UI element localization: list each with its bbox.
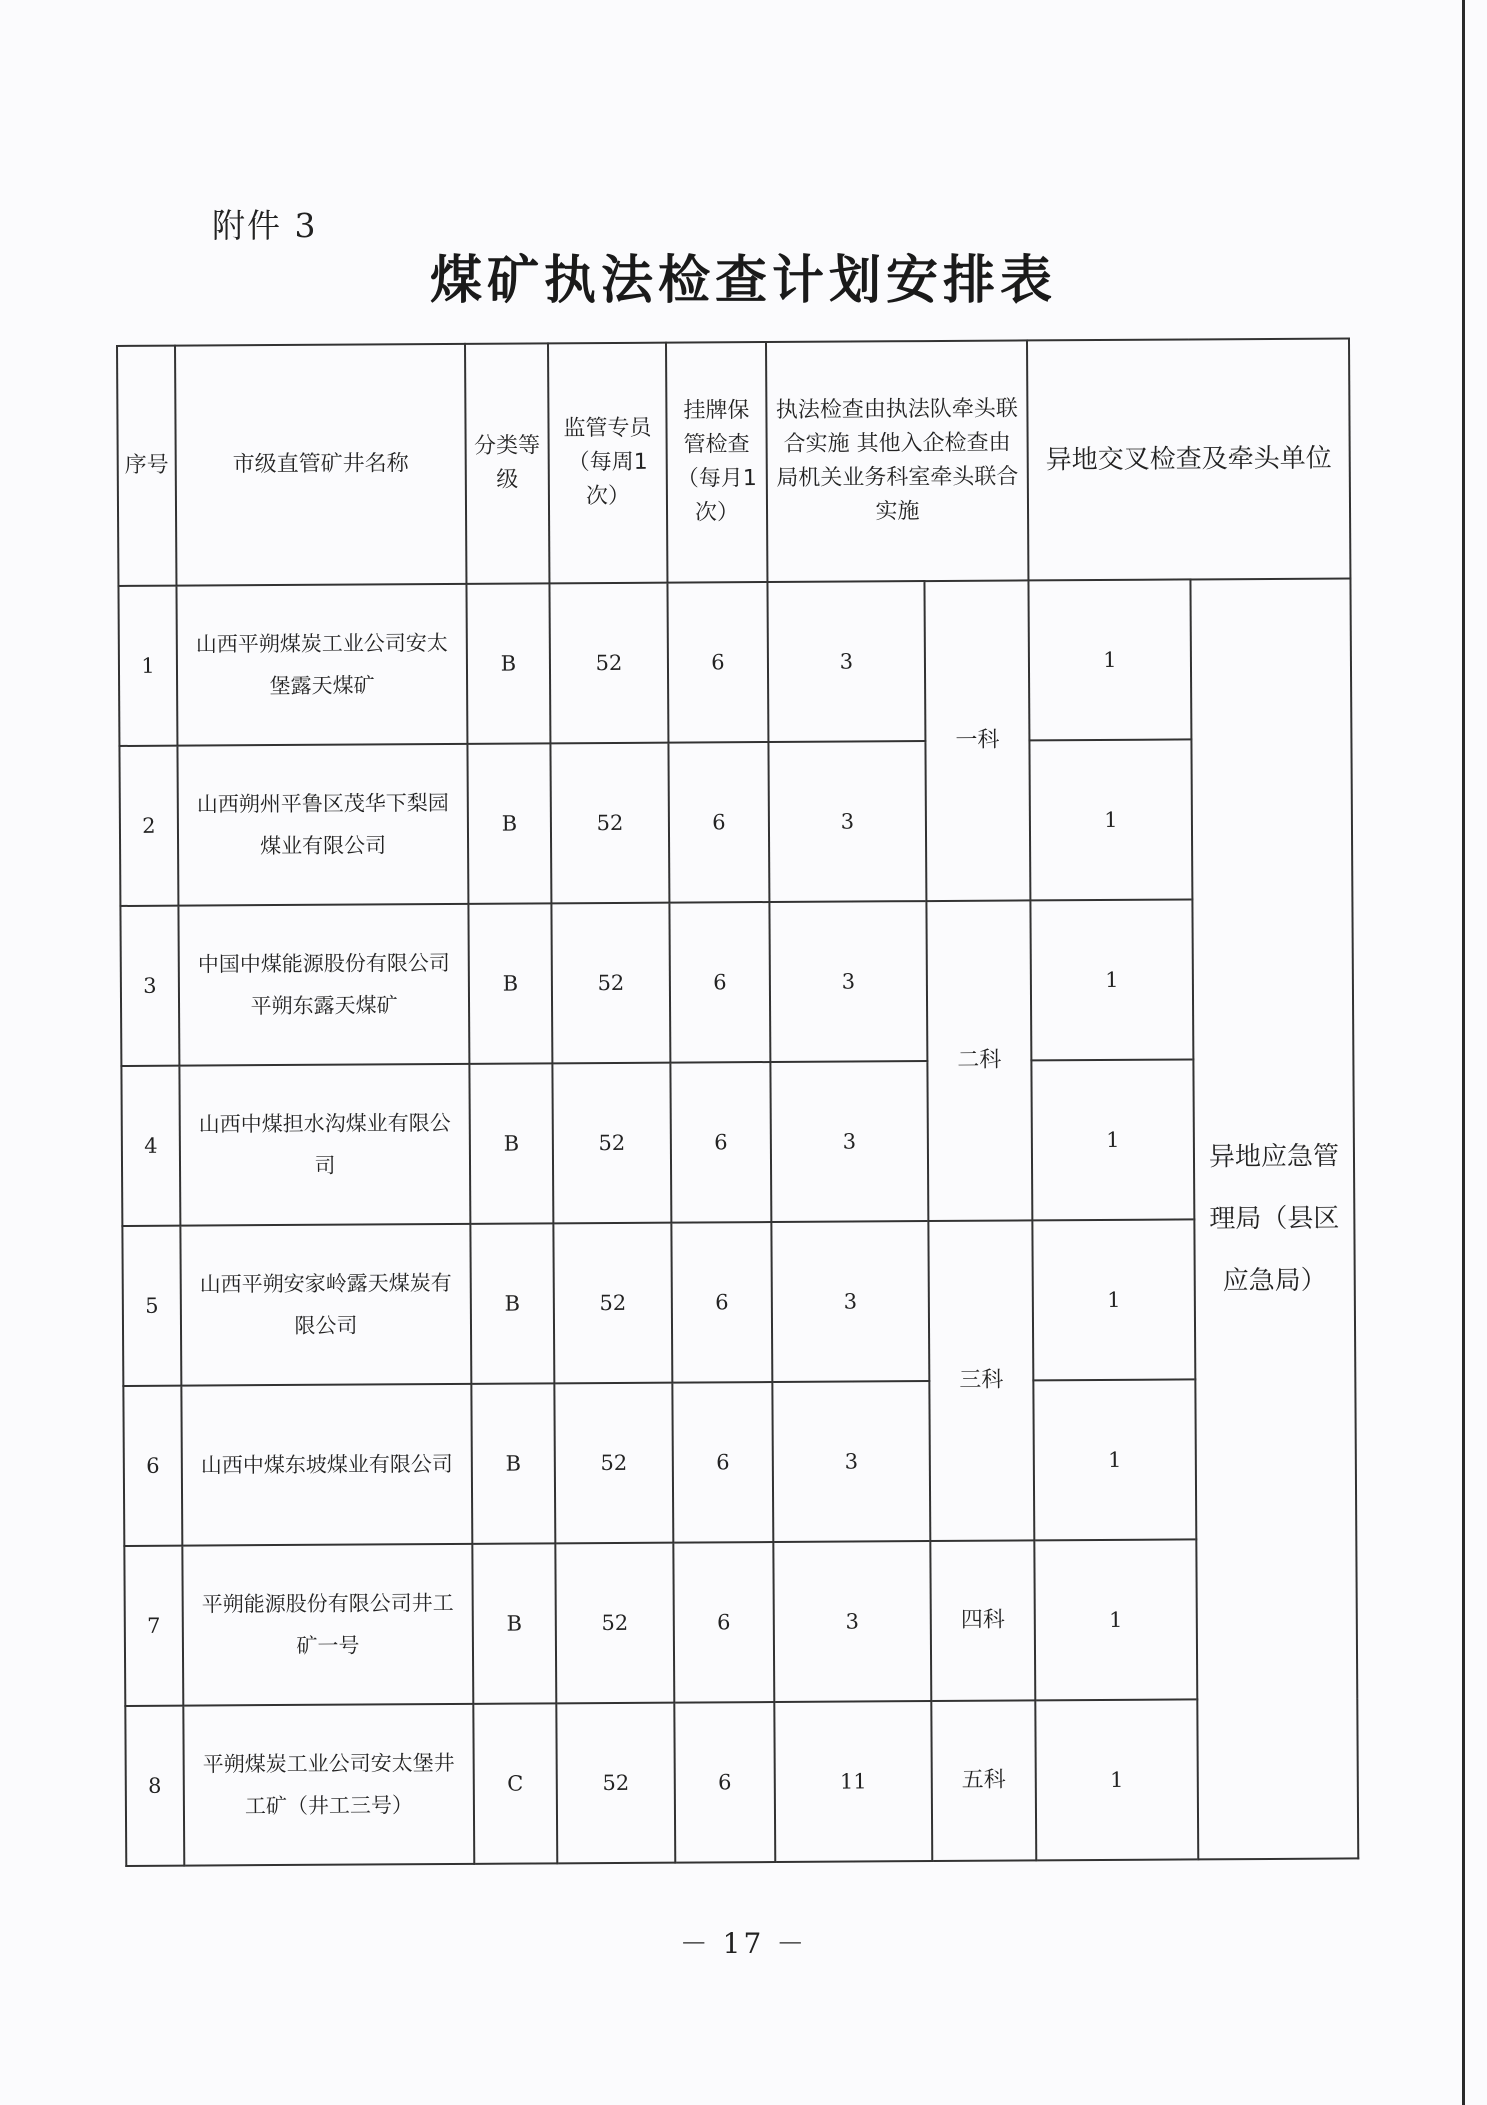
cell-seq: 5 (122, 1226, 181, 1386)
cell-enforcement: 3 (769, 901, 927, 1062)
header-listing-check: 挂牌保管检查（每月1次） (666, 342, 767, 583)
header-mine-name: 市级直管矿井名称 (175, 344, 466, 586)
cell-mine-name: 山西中煤东坡煤业有限公司 (181, 1384, 472, 1546)
attachment-label: 附件 3 (212, 206, 318, 245)
cell-supervisor: 52 (554, 1383, 673, 1544)
cell-seq: 2 (119, 746, 178, 906)
inspection-plan-table (116, 337, 1359, 1867)
cell-grade: B (466, 583, 550, 744)
cell-supervisor: 52 (549, 583, 668, 744)
cell-cross: 1 (1032, 1219, 1195, 1380)
cell-enforcement: 3 (767, 581, 925, 742)
cell-department: 二科 (926, 900, 1032, 1221)
header-row (117, 338, 1350, 586)
inspection-plan-table-wrap (116, 337, 1359, 1867)
page-number: － 17 － (679, 1927, 808, 1960)
cell-mine-name: 平朔能源股份有限公司井工矿一号 (182, 1544, 473, 1706)
cell-cross-host: 异地应急管理局（县区应急局） (1190, 578, 1358, 1859)
cell-mine-name: 山西朔州平鲁区茂华下梨园煤业有限公司 (177, 744, 468, 906)
cell-cross: 1 (1035, 1699, 1198, 1860)
cell-department: 五科 (931, 1700, 1036, 1861)
cell-supervisor: 52 (552, 1063, 671, 1224)
table-row (118, 578, 1351, 746)
header-grade: 分类等级 (465, 343, 549, 584)
page-edge-line (1462, 0, 1465, 2105)
cell-listing: 6 (672, 1382, 773, 1543)
table-row (119, 738, 1352, 906)
cell-cross: 1 (1029, 739, 1192, 900)
header-supervisor: 监管专员（每周1次） (548, 343, 667, 584)
cell-grade: B (467, 743, 551, 904)
table-row (123, 1378, 1356, 1546)
table-row (122, 1218, 1355, 1386)
cell-mine-name: 中国中煤能源股份有限公司平朔东露天煤矿 (178, 904, 469, 1066)
cell-seq: 8 (125, 1706, 184, 1866)
cell-seq: 4 (121, 1066, 180, 1226)
cell-listing: 6 (673, 1542, 774, 1703)
cell-grade: C (473, 1703, 557, 1864)
cell-listing: 6 (667, 582, 768, 743)
cell-grade: B (468, 903, 552, 1064)
cell-seq: 7 (124, 1546, 183, 1706)
cell-cross: 1 (1028, 579, 1191, 740)
cell-mine-name: 平朔煤炭工业公司安太堡井工矿（井工三号） (183, 1704, 474, 1866)
cell-enforcement: 3 (768, 741, 926, 902)
cell-supervisor: 52 (553, 1223, 672, 1384)
cell-supervisor: 52 (550, 743, 669, 904)
cell-mine-name: 山西平朔煤炭工业公司安太堡露天煤矿 (176, 584, 467, 746)
cell-enforcement: 11 (774, 1701, 932, 1862)
cell-grade: B (471, 1383, 555, 1544)
cell-listing: 6 (669, 902, 770, 1063)
cell-supervisor: 52 (556, 1703, 675, 1864)
cell-mine-name: 山西中煤担水沟煤业有限公司 (179, 1064, 470, 1226)
cell-grade: B (469, 1063, 553, 1224)
cell-department: 四科 (930, 1540, 1035, 1701)
cell-listing: 6 (668, 742, 769, 903)
cell-enforcement: 3 (773, 1541, 931, 1702)
cell-department: 三科 (928, 1220, 1034, 1541)
cell-enforcement: 3 (771, 1221, 929, 1382)
cell-enforcement: 3 (772, 1381, 930, 1542)
document-title: 煤矿执法检查计划安排表 (429, 251, 1057, 311)
cell-mine-name: 山西平朔安家岭露天煤炭有限公司 (180, 1224, 471, 1386)
cell-supervisor: 52 (551, 903, 670, 1064)
table-row (121, 1058, 1354, 1226)
table-row (120, 898, 1353, 1066)
table-row (125, 1698, 1358, 1866)
header-seq: 序号 (117, 346, 176, 586)
cell-seq: 6 (123, 1386, 182, 1546)
cell-listing: 6 (670, 1062, 771, 1223)
cell-department: 一科 (924, 580, 1030, 901)
cell-seq: 1 (118, 586, 177, 746)
header-enforcement: 执法检查由执法队牵头联合实施 其他入企检查由局机关业务科室牵头联合实施 (766, 340, 1028, 582)
cell-seq: 3 (120, 906, 179, 1066)
cell-cross: 1 (1031, 1059, 1194, 1220)
cell-enforcement: 3 (770, 1061, 928, 1222)
header-cross-check: 异地交叉检查及牵头单位 (1027, 338, 1350, 580)
cell-listing: 6 (671, 1222, 772, 1383)
cell-cross: 1 (1033, 1379, 1196, 1540)
cell-listing: 6 (674, 1702, 775, 1863)
cell-grade: B (470, 1223, 554, 1384)
cell-cross: 1 (1034, 1539, 1197, 1700)
cell-supervisor: 52 (555, 1543, 674, 1704)
cell-cross: 1 (1030, 899, 1193, 1060)
cell-grade: B (472, 1543, 556, 1704)
table-row (124, 1538, 1357, 1706)
